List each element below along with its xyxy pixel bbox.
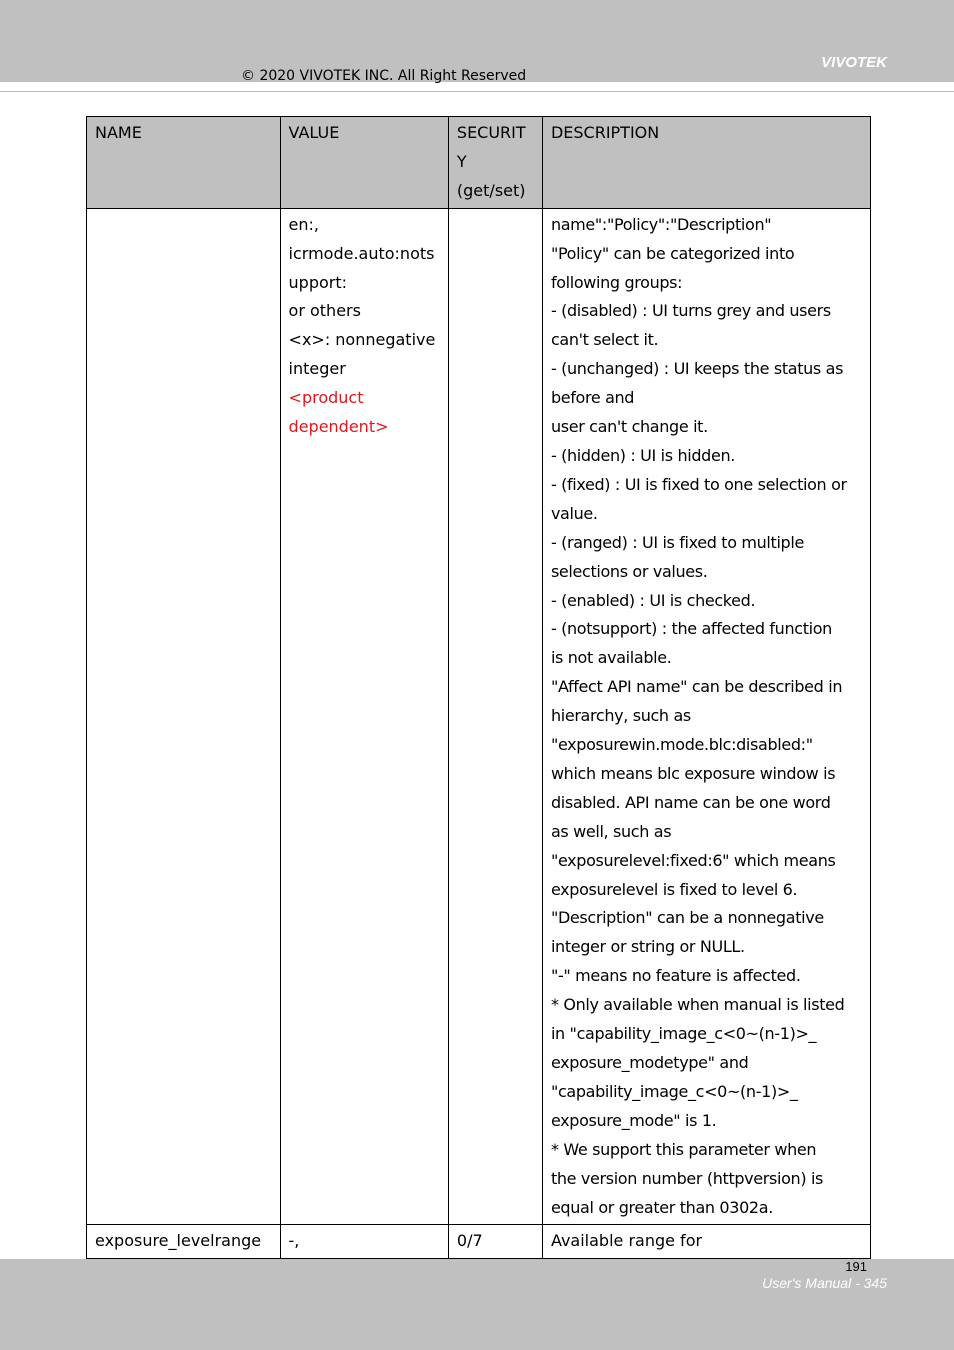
description-line: - (hidden) : UI is hidden. [550, 445, 735, 465]
value-line: en:, [288, 214, 319, 234]
description-line: "capability_image_c<0~(n-1)>_ [550, 1081, 798, 1101]
description-line: - (ranged) : UI is fixed to multiple [550, 532, 804, 552]
cell-name [87, 208, 281, 1225]
value-line: upport: [288, 272, 348, 292]
description-line: in "capability_image_c<0~(n-1)>_ [550, 1024, 817, 1044]
description-line: user can't change it. [550, 417, 708, 437]
description-line: integer or string or NULL. [550, 937, 745, 957]
value-line: icrmode.auto:nots [288, 243, 435, 263]
value-note-line: dependent> [288, 417, 389, 437]
value-note-line: <product [288, 388, 364, 408]
description-line: "-" means no feature is affected. [550, 966, 801, 986]
description-line: as well, such as [550, 821, 672, 841]
description-line: - (unchanged) : UI keeps the status as [550, 359, 844, 379]
table-row [87, 208, 871, 1225]
col-header-description: DESCRIPTION [542, 117, 870, 209]
description-line: "Affect API name" can be described in [550, 677, 843, 697]
description-line: selections or values. [550, 561, 708, 581]
col-header-security-line: (get/set) [456, 180, 526, 200]
description-line: - (disabled) : UI turns grey and users [550, 301, 831, 321]
cell-value: -, [280, 1225, 448, 1259]
description-line: * We support this parameter when [550, 1139, 817, 1159]
cell-security: 0/7 [448, 1225, 542, 1259]
parameter-table [86, 116, 871, 1259]
col-header-security [448, 117, 542, 209]
brand-logo: VIVOTEK [821, 54, 887, 71]
value-line: <x>: nonnegative [288, 330, 436, 350]
description-line: - (notsupport) : the affected function [550, 619, 832, 639]
description-line: is not available. [550, 648, 672, 668]
cell-description: Available range for [542, 1225, 870, 1259]
description-line: exposurelevel is fixed to level 6. [550, 879, 798, 899]
cell-security [448, 208, 542, 1225]
description-line: name":"Policy":"Description" [550, 214, 772, 234]
description-line: can't select it. [550, 330, 659, 350]
description-line: - (fixed) : UI is fixed to one selection or [550, 474, 847, 494]
value-line: or others [288, 301, 361, 321]
col-header-name: NAME [87, 117, 281, 209]
description-line: the version number (httpversion) is [550, 1168, 824, 1188]
description-line: "exposurewin.mode.blc:disabled:" [550, 735, 813, 755]
description-line: "Description" can be a nonnegative [550, 908, 824, 928]
page-number: 191 [845, 1259, 867, 1274]
cell-name: exposure_levelrange [87, 1225, 281, 1259]
manual-page-label: User's Manual - 345 [762, 1275, 887, 1291]
value-line: integer [288, 359, 346, 379]
description-line: * Only available when manual is listed [550, 995, 845, 1015]
header-divider [0, 91, 954, 92]
description-line: following groups: [550, 272, 683, 292]
table-header-row [87, 117, 871, 209]
description-line: exposure_mode" is 1. [550, 1110, 717, 1130]
description-line: which means blc exposure window is [550, 763, 836, 783]
description-line: disabled. API name can be one word [550, 792, 831, 812]
description-line: "exposurelevel:fixed:6" which means [550, 850, 836, 870]
footer-band [0, 1259, 954, 1350]
copyright-text: © 2020 VIVOTEK INC. All Right Reserved [241, 68, 527, 84]
description-line: equal or greater than 0302a. [550, 1197, 773, 1217]
description-line: before and [550, 388, 635, 408]
table-row [87, 1225, 871, 1259]
description-line: hierarchy, such as [550, 706, 691, 726]
description-line: value. [550, 503, 598, 523]
description-line: - (enabled) : UI is checked. [550, 590, 756, 610]
col-header-value: VALUE [280, 117, 448, 209]
cell-value [280, 208, 448, 1225]
col-header-security-line: SECURITY [456, 123, 526, 171]
description-line: "Policy" can be categorized into [550, 243, 795, 263]
description-line: exposure_modetype" and [550, 1053, 749, 1072]
cell-description [542, 208, 870, 1225]
